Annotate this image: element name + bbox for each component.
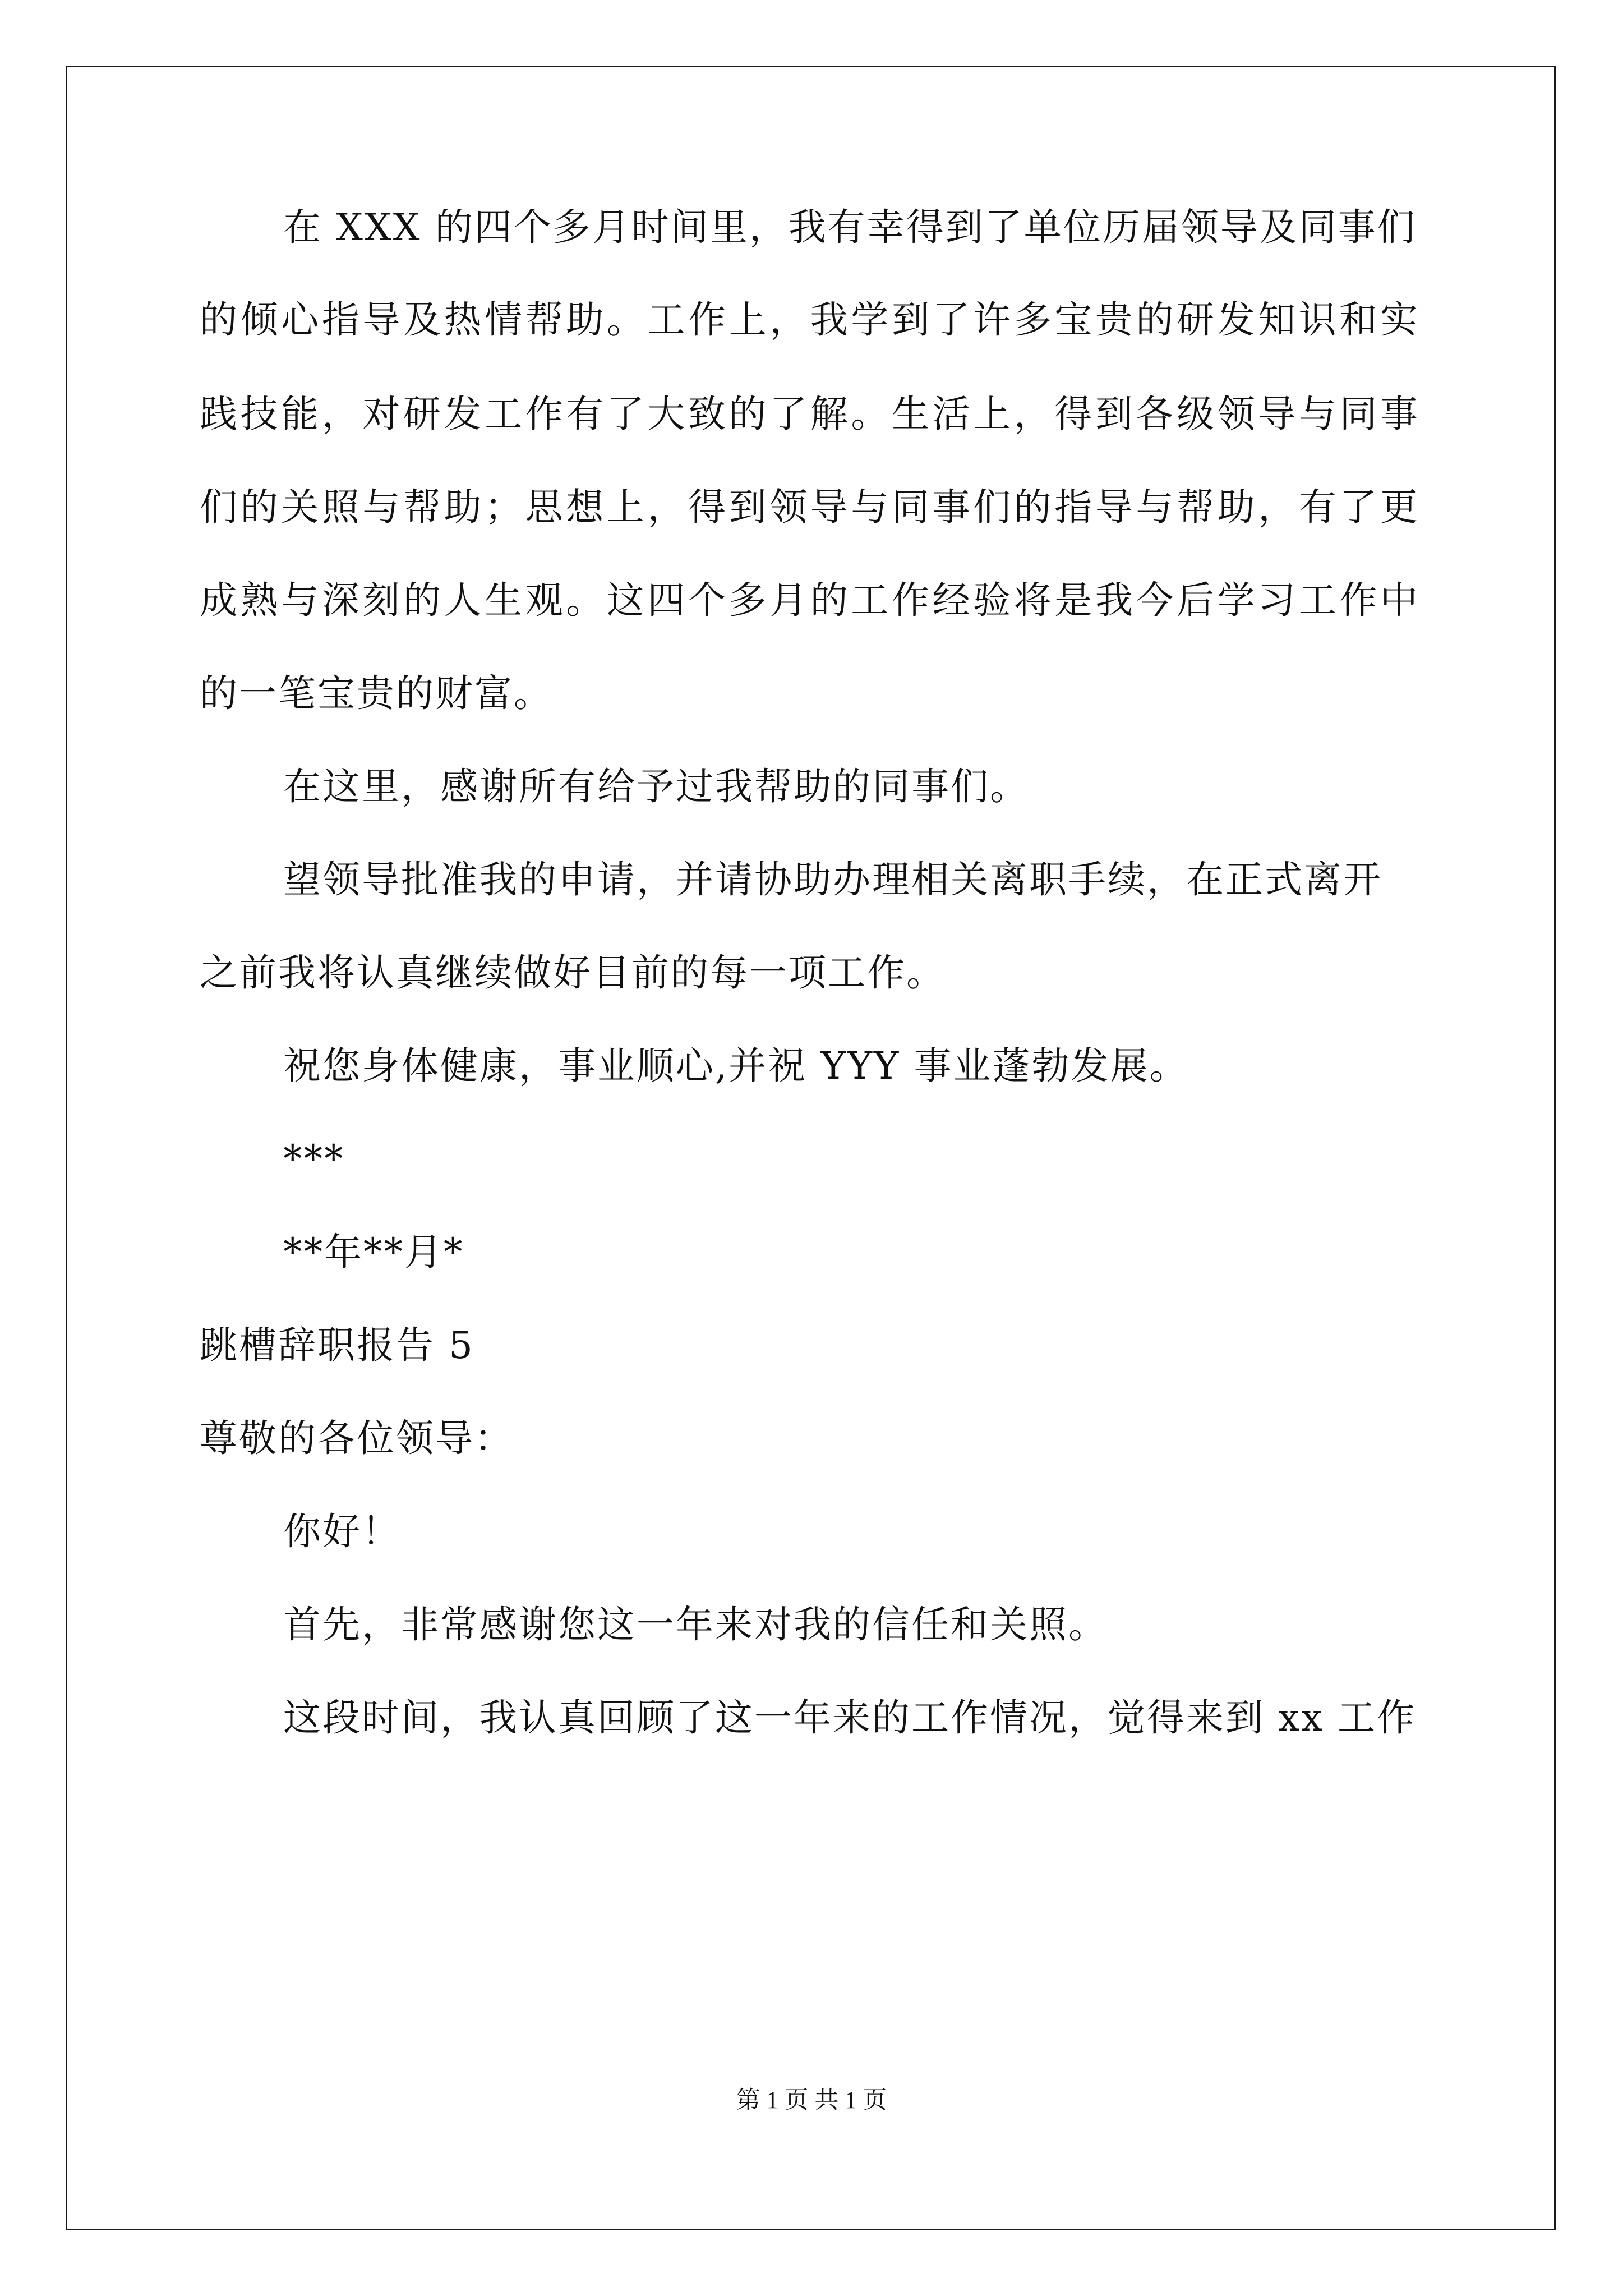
greeting: 你好！ xyxy=(283,1510,401,1553)
section-heading: 跳槽辞职报告 5 xyxy=(200,1323,474,1367)
paragraph-3-line-1: 望领导批准我的申请，并请协助办理相关离职手续，在正式离开 xyxy=(283,858,1382,901)
salutation: 尊敬的各位领导： xyxy=(200,1416,514,1460)
paragraph-2: 在这里，感谢所有给予过我帮助的同事们。 xyxy=(283,765,1029,808)
paragraph-4: 祝您身体健康，事业顺心,并祝 YYY 事业蓬勃发展。 xyxy=(283,1044,1189,1088)
signature: *** xyxy=(283,1137,345,1181)
paragraph-3-line-2: 之前我将认真继续做好目前的每一项工作。 xyxy=(200,951,946,995)
paragraph-6-line-1: 这段时间，我认真回顾了这一年来的工作情况，觉得来到 xx 工作 xyxy=(283,1696,1417,1740)
paragraph-1-line-6: 的一笔宝贵的财富。 xyxy=(200,671,553,715)
page-footer: 第 1 页 共 1 页 xyxy=(736,2087,887,2114)
paragraph-1-line-5: 成熟与深刻的人生观。这四个多月的工作经验将是我今后学习工作中 xyxy=(200,578,1419,622)
paragraph-1-line-1: 在 XXX 的四个多月时间里，我有幸得到了单位历届领导及同事们 xyxy=(283,205,1417,249)
paragraph-5: 首先，非常感谢您这一年来对我的信任和关照。 xyxy=(283,1603,1108,1646)
paragraph-1-line-4: 们的关照与帮助；思想上，得到领导与同事们的指导与帮助，有了更 xyxy=(200,485,1419,529)
paragraph-1-line-3: 践技能，对研发工作有了大致的了解。生活上，得到各级领导与同事 xyxy=(200,392,1419,436)
paragraph-1-line-2: 的倾心指导及热情帮助。工作上，我学到了许多宝贵的研发知识和实 xyxy=(200,298,1419,342)
date: **年**月* xyxy=(283,1230,464,1274)
